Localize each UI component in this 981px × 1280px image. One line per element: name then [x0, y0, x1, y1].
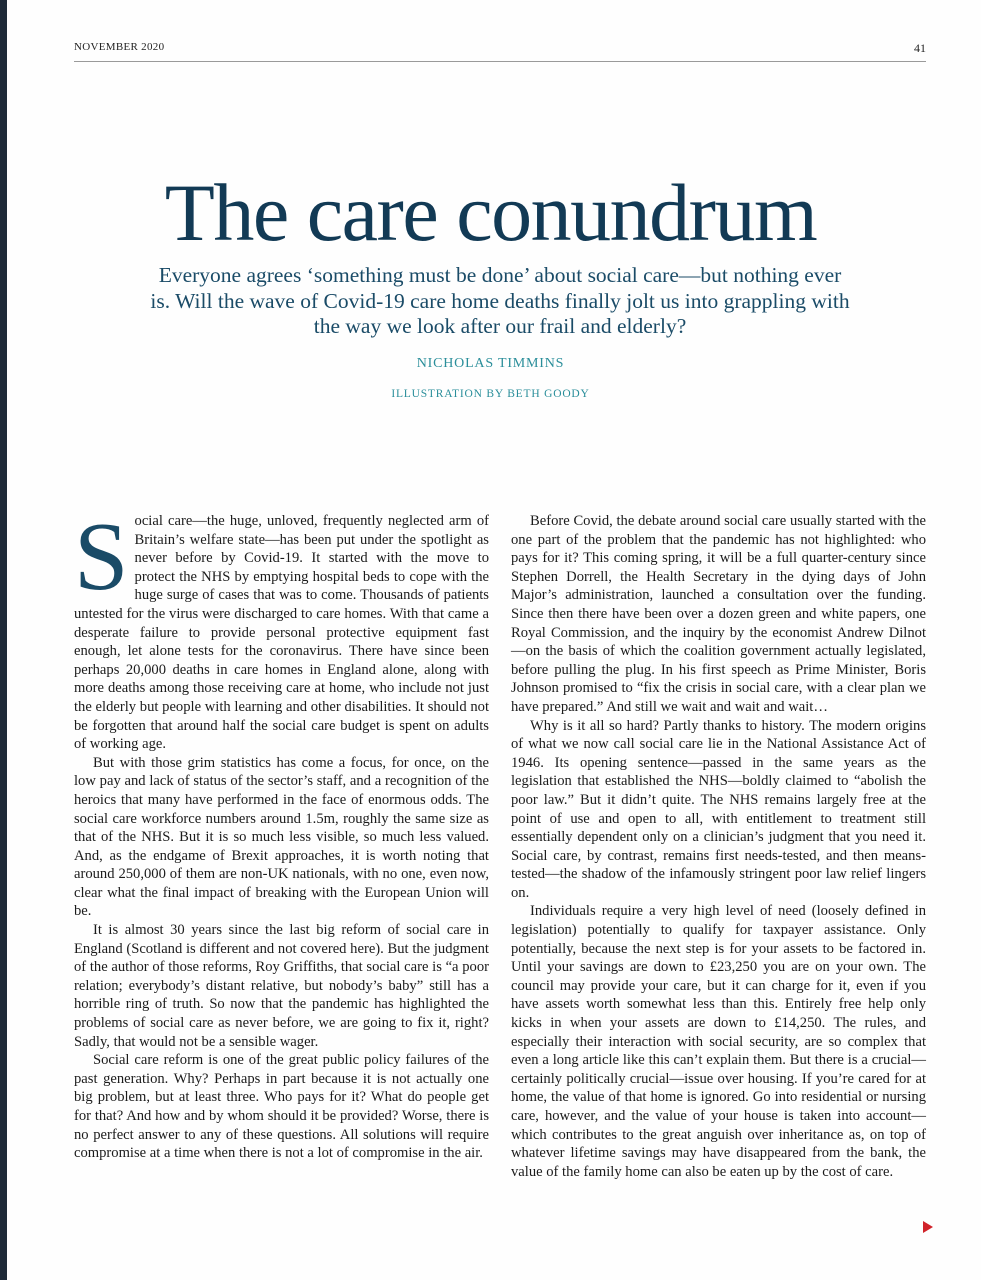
article-standfirst: Everyone agrees ‘something must be done’ about social care—but nothing ever is. Will the wave of Covid-19 care home deaths finally jolt us into grappling with the way we look after our frail and elderly? [150, 263, 850, 338]
body-paragraph: But with those grim statistics has come a focus, for once, on the low pay and lack of status of the sector’s staff, and a recognition of the heroics that many have performed in the face of enormous odds. The social care workforce numbers around 1.5m, roughly the same size as that of the NHS. But it is so much less visible, so much less valued. And, as the endgame of Brexit approaches, it is worth noting that around 250,000 of them are non-UK nationals, with no one, even now, clear what the final impact of breaking with the European Union will be. [74, 754, 489, 920]
author-byline: NICHOLAS TIMMINS [416, 356, 565, 371]
drop-cap: S [74, 503, 129, 611]
body-column-right [511, 512, 926, 1181]
page-number: 41 [914, 41, 926, 55]
article-title: The care conundrum [164, 167, 817, 258]
body-paragraph: It is almost 30 years since the last big reform of social care in England (Scotland is different and not covered here). But the judgment of the author of those reforms, Roy Griffiths, that social care is “a poor relation; everybody’s distant relative, but nobody’s baby” still has a horrible ring of truth. So now that the pandemic has highlighted the problems of social care as never before, we are going to fix it, right? Sadly, that would not be a sensible wager. [74, 922, 489, 1050]
continue-arrow-icon [917, 1216, 933, 1235]
body-column-left [74, 503, 489, 1163]
running-header [74, 41, 926, 61]
body-paragraph: Why is it all so hard? Partly thanks to history. The modern origins of what we now call social care lie in the National Assistance Act of 1946. Its opening sentence—passed in the same years as the legislation that established the NHS—boldly claimed to “abolish the poor law.” But it didn’t quite. The NHS remains largely free at the point of use and open to all, with entitlement to treatment still essentially dependent only on a clinician’s judgment that you need it. Social care, by contrast, remains first needs-tested, and then means-tested—the shadow of the infamously stringent poor law relief lingers on. [511, 717, 926, 901]
header-divider [74, 61, 926, 62]
body-paragraph [74, 503, 489, 754]
body-paragraph: Before Covid, the debate around social care usually started with the one part of the problem that the pandemic has not highlighted: who pays for it? This coming spring, it will be a full quarter-century since Stephen Dorrell, the Health Secretary in the dying days of John Major’s administration, launched a consultation over the funding. Since then there have been over a dozen green and white papers, one Royal Commission, and the inquiry by the economist Andrew Dilnot—on the basis of which the coalition government actually legislated, before pulling the plug. In his first speech as Prime Minister, Boris Johnson promised to “fix the crisis in social care, with a clear plan we have prepared.” And still we wait and wait and wait… [511, 513, 926, 715]
body-paragraph: Individuals require a very high level of need (loosely defined in legislation) potentially to qualify for taxpayer assistance. Only potentially, because the next step is for your assets to be factored in. Until your savings are down to £23,250 you are on your own. The council may provide your care, but it can charge for it, even if you have assets worth somewhat less than this. Entirely free help only kicks in when your assets are down to £14,250. The rules, and especially their interaction with social security, are so complex that even a long article like this can’t explain them. But there is a crucial—certainly politically crucial—issue over housing. If you’re cared for at home, the value of that home is ignored. Go into residential or nursing care, however, and the value of your house is taken into account—which contributes to the great anguish over inheritance as, on top of whatever lifetime savings may have disappeared from the bank, the value of the family home can also be eaten up by the cost of care. [511, 903, 926, 1180]
body-paragraph: Social care reform is one of the great public policy failures of the past generation. Why? Perhaps in part because it is not actually one big problem, but at least three. Who pays for it? What do people get for that? And how and by whom should it be provided? Worse, there is no perfect answer to any of these questions. All solutions will require compromise at a time when there is not a lot of compromise in the air. [74, 1052, 489, 1162]
issue-date: NOVEMBER 2020 [74, 41, 165, 53]
paragraph-text: ocial care—the huge, unloved, frequently neglected arm of Britain’s welfare state—has been put under the spotlight as never before by Covid-19. It started with the move to protect the NHS by emptying hospital beds to cope with the huge surge of cases that was to come. Thousands of patients untested for the virus were discharged to care homes. With that came a desperate failure to provide personal protective equipment fast enough, let alone tests for the coronavirus. There have since been perhaps 20,000 deaths in care homes in England alone, along with more deaths among those receiving care at home, who include not just the elderly but people with learning and other disabilities. It should not be forgotten that around half the social care budget is spent on adults of working age. [74, 513, 489, 753]
illustration-credit: ILLUSTRATION BY BETH GOODY [391, 388, 590, 400]
